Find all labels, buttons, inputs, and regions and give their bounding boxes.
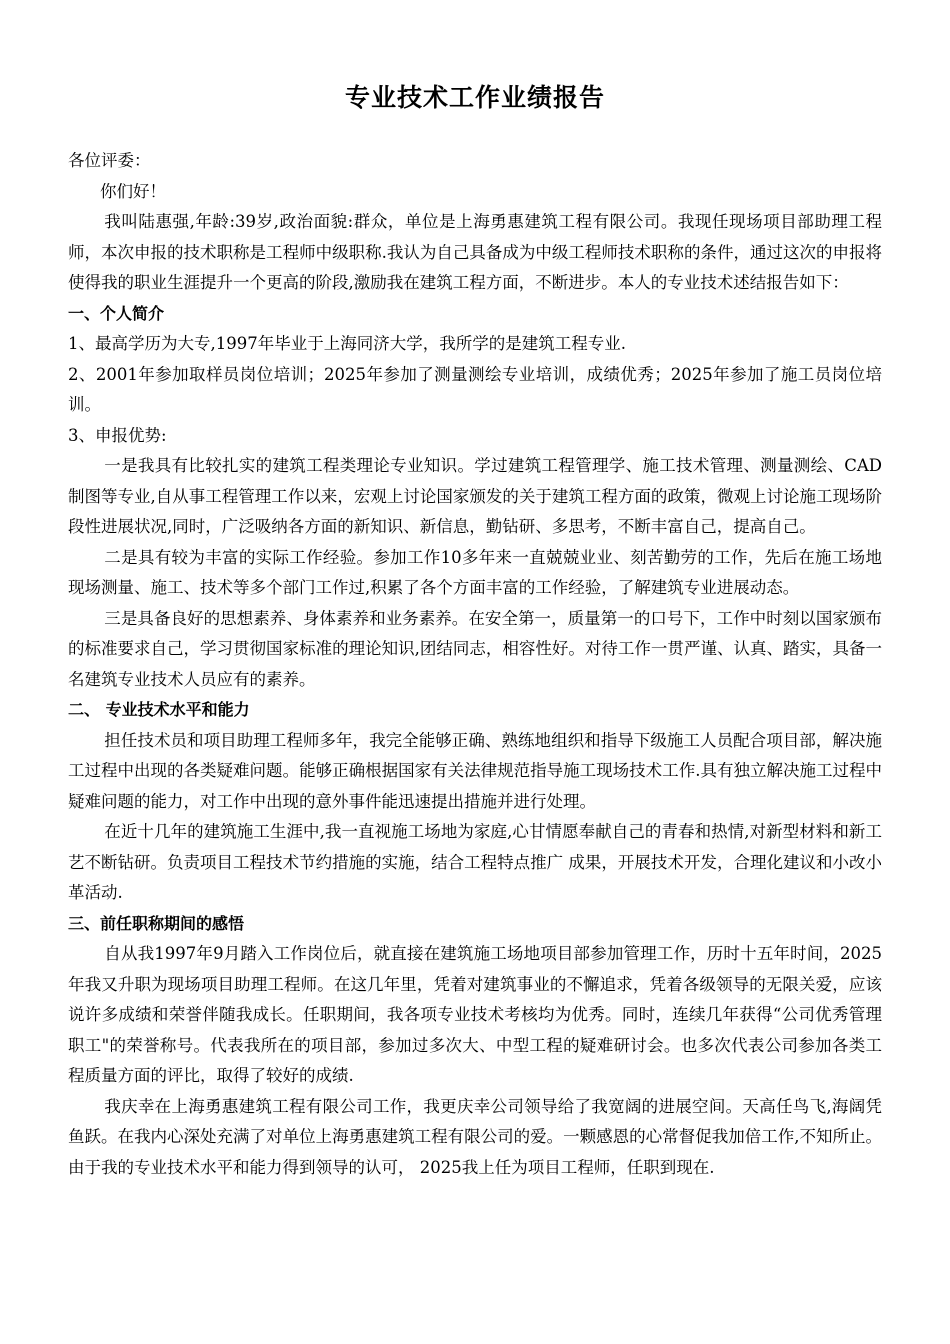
advantage-paragraph-1: 一是我具有比较扎实的建筑工程类理论专业知识。学过建筑工程管理学、施工技术管理、测量测绘、CAD制图等专业,自从事工程管理工作以来，宏观上讨论国家颁发的关于建筑工程方面的政策，微观上讨论施工现场阶段性进展状况,同时，广泛吸纳各方面的新知识、新信息，勤钻研、多思考，不断丰富自己，提高自己。 [68,456,882,536]
section-heading-profile: 一、个人简介 [68,303,165,323]
advantage-paragraph-2: 二是具有较为丰富的实际工作经验。参加工作10多年来一直兢兢业业、刻苦勤劳的工作，先后在施工场地现场测量、施工、技术等多个部门工作过,积累了各个方面丰富的工作经验，了解建筑专业进展动态。 [68,547,882,597]
intro-paragraph: 我叫陆惠强,年龄:39岁,政治面貌:群众，单位是上海勇惠建筑工程有限公司。我现任现场项目部助理工程师，本次申报的技术职称是工程师中级职称.我认为自己具备成为中级工程师技术职称的条件，通过这次的申报将使得我的职业生涯提升一个更高的阶段,激励我在建筑工程方面，不断进步。本人的专业技术述结报告如下： [68,212,882,292]
reflection-paragraph-2: 我庆幸在上海勇惠建筑工程有限公司工作，我更庆幸公司领导给了我宽阔的进展空间。天高任鸟飞,海阔凭鱼跃。在我内心深处充满了对单位上海勇惠建筑工程有限公司的爱。一颗感恩的心常督促我加倍工作,不知所止。由于我的专业技术水平和能力得到领导的认可， 2025我上任为项目工程师，任职到现在. [68,1096,882,1177]
profile-item-training: 2、2001年参加取样员岗位培训；2025年参加了测量测绘专业培训，成绩优秀；2025年参加了施工员岗位培训。 [68,364,882,414]
advantage-paragraph-3: 三是具备良好的思想素养、身体素养和业务素养。在安全第一，质量第一的口号下，工作中时刻以国家颁布的标准要求自己，学习贯彻国家标准的理论知识,团结同志，相容性好。对待工作一贯严谨、认真、踏实，具备一名建筑专业技术人员应有的素养。 [68,608,882,689]
skills-paragraph-2: 在近十几年的建筑施工生涯中,我一直视施工场地为家庭,心甘情愿奉献自己的青春和热情,对新型材料和新工艺不断钻研。负责项目工程技术节约措施的实施，结合工程特点推广 成果，开展技术开发，合理化建议和小改小革活动. [68,822,882,902]
greeting: 你们好！ [100,181,166,201]
salutation: 各位评委： [68,151,151,170]
section-heading-skills: 二、 专业技术水平和能力 [68,700,250,719]
report-title: 专业技术工作业绩报告 [344,83,605,112]
profile-item-education: 1、最高学历为大专,1997年毕业于上海同济大学，我所学的是建筑工程专业. [68,334,626,353]
section-heading-reflection: 三、前任职称期间的感悟 [68,913,245,933]
skills-paragraph-1: 担任技术员和项目助理工程师多年，我完全能够正确、熟练地组织和指导下级施工人员配合项目部，解决施工过程中出现的各类疑难问题。能够正确根据国家有关法律规范指导施工现场技术工作.具有独立解决施工过程中疑难问题的能力，对工作中出现的意外事件能迅速提出措施并进行处理。 [68,730,882,811]
reflection-paragraph-1: 自从我1997年9月踏入工作岗位后，就直接在建筑施工场地项目部参加管理工作，历时十五年时间，2025年我又升职为现场项目助理工程师。在这几年里，凭着对建筑事业的不懈追求，凭着各级领导的无限关爱，应该说许多成绩和荣誉伴随我成长。任职期间，我各项专业技术考核均为优秀。同时，连续几年获得“公司优秀管理职工"的荣誉称号。代表我所在的项目部，参加过多次大、中型工程的疑难研讨会。也多次代表公司参加各类工程质量方面的评比，取得了较好的成绩. [68,944,882,1085]
profile-item-advantages: 3、申报优势: [68,425,167,445]
